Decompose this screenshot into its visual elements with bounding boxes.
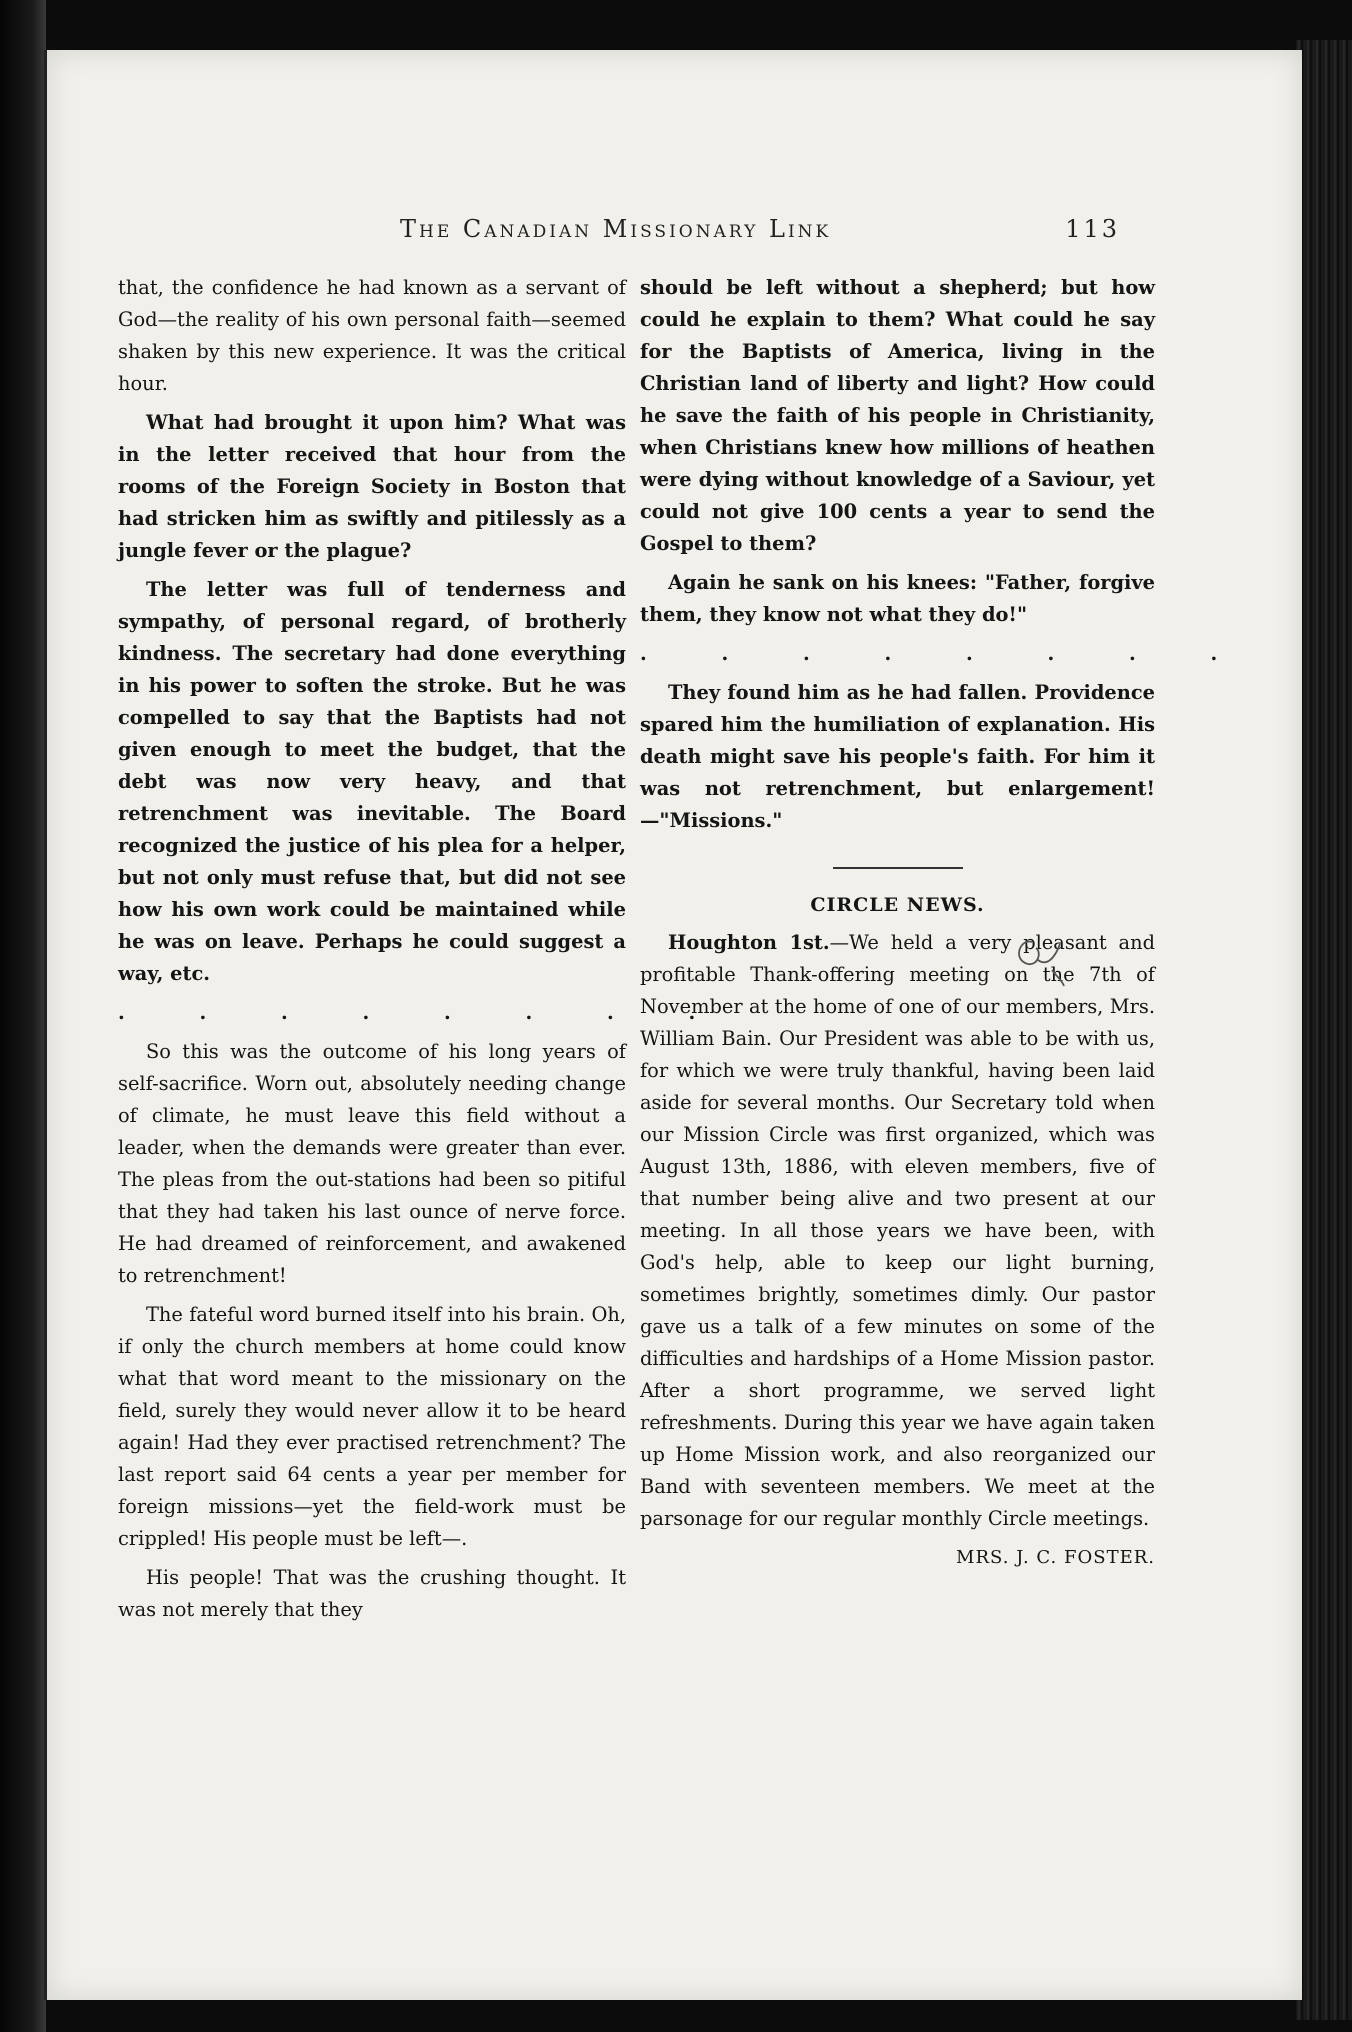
paragraph [640, 927, 1155, 1535]
signature: MRS. J. C. FOSTER. [956, 1547, 1155, 1568]
paragraph: What had brought it upon him? What was in the letter received that hour from the rooms of the Foreign Society in Boston that had stricken him as swiftly and pitilessly as a jungle fever or the plague? [118, 411, 626, 562]
page-number: 113 [1065, 215, 1120, 243]
paragraph: should be left without a shepherd; but how could he explain to them? What could he say for the Baptists of America, living in the Christian land of liberty and light? How could he save the faith of his people in Christianity, when Christians knew how millions of heathen were dying without knowledge of a Saviour, yet could not give 100 cents a year to send the Gospel to them? [640, 276, 1155, 555]
section-divider [833, 867, 963, 869]
running-header [400, 215, 1120, 255]
paragraph: The letter was full of tenderness and sympathy, of personal regard, of brotherly kindness. The secretary had done everything in his power to soften the stroke. But he was compelled to say that the Baptists had not given enough to meet the budget, that the debt was now very heavy, and that retrenchment was inevitable. The Board recognized the justice of his plea for a helper, but not only must refuse that, but did not see how his own work could be maintained while he was on leave. Perhaps he could suggest a way, etc. [118, 578, 626, 985]
right-column [640, 272, 1252, 1574]
section-break-dots: . . . . . . . . [118, 1001, 730, 1024]
book-binding-left [0, 0, 46, 2032]
paragraph-body: —We held a very pleasant and profitable Thank-offering meeting on the 7th of November at the home of one of our members, Mrs. William Bain. Our President was able to be with us, for which we were truly thankful, having been laid aside for several months. Our Secretary told when our Mission Circle was first organized, which was August 13th, 1886, with eleven members, five of that number being alive and two present at our meeting. In all those years we have been, with God's help, able to keep our light burning, sometimes brightly, sometimes dimly. Our pastor gave us a talk of a few minutes on some of the difficulties and hardships of a Home Mission pastor. After a short programme, we served light refreshments. During this year we have again taken up Home Mission work, and also reorganized our Band with seventeen members. We meet at the parsonage for our regular monthly Circle meetings. [640, 931, 1155, 1530]
paragraph: So this was the outcome of his long years of self-sacrifice. Worn out, absolutely needing change of climate, he must leave this field without a leader, when the demands were greater than ever. The pleas from the out-stations had been so pitiful that they had taken his last ounce of nerve force. He had dreamed of reinforcement, and awakened to retrenchment! [118, 1040, 626, 1287]
pencil-annotation-icon [1002, 930, 1072, 990]
section-heading: CIRCLE NEWS. [810, 894, 985, 916]
journal-title: The Canadian Missionary Link [400, 215, 832, 243]
section-break-dots: . . . . . . . . [640, 642, 1252, 665]
paragraph: that, the confidence he had known as a servant of God—the reality of his own personal faith—seemed shaken by this new experience. It was the critical hour. [118, 276, 626, 395]
paragraph-lead: Houghton 1st. [668, 931, 830, 954]
paragraph: Again he sank on his knees: "Father, forgive them, they know not what they do!" [640, 571, 1155, 626]
paragraph: His people! That was the crushing thought. It was not merely that they [118, 1566, 626, 1621]
left-column [118, 272, 730, 1633]
paragraph: They found him as he had fallen. Providence spared him the humiliation of explanation. His death might save his people's faith. For him it was not retrenchment, but enlargement!—"Missions." [640, 681, 1155, 832]
page-edges-right [1296, 40, 1352, 2020]
paragraph: The fateful word burned itself into his brain. Oh, if only the church members at home could know what that word meant to the missionary on the field, surely they would never allow it to be heard again! Had they ever practised retrenchment? The last report said 64 cents a year per member for foreign missions—yet the field-work must be crippled! His people must be left—. [118, 1303, 626, 1550]
